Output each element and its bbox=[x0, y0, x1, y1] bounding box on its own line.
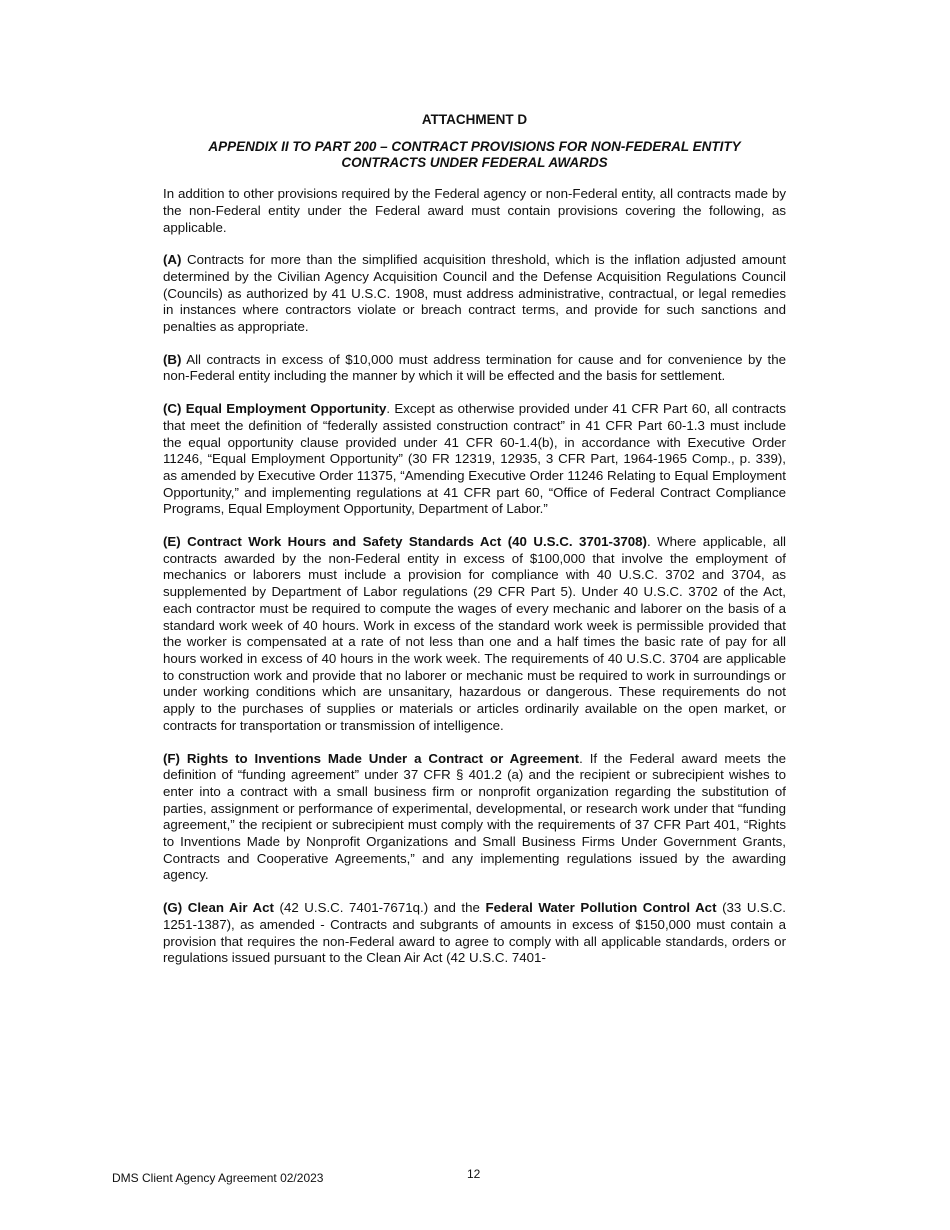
footer-page-number: 12 bbox=[467, 1167, 481, 1181]
section-f-paragraph bbox=[163, 751, 786, 885]
section-g-label: (G) Clean Air Act bbox=[163, 900, 274, 916]
section-g-label2: Federal Water Pollution Control Act bbox=[485, 900, 717, 916]
section-f-label: (F) Rights to Inventions Made Under a Contract or Agreement bbox=[163, 750, 580, 766]
section-g-paragraph bbox=[163, 900, 786, 967]
section-e-text: . Where applicable, all contracts awarded by the non-Federal entity in excess of $100,000 that involve the employment of mechanics or laborers must include a provision for compliance with 40 U.S.C. 3702 and 3704, as supplemented by Department of Labor regulations (29 CFR Part 5). Under 40 U.S.C. 3702 of the Act, each contractor must be required to compute the wages of every mechanic and laborer on the basis of a standard work week of 40 hours. Work in excess of the standard work week is permissible provided that the worker is compensated at a rate of not less than one and a half times the basic rate of pay for all hours worked in excess of 40 hours in the work week. The requirements of 40 U.S.C. 3704 are applicable to construction work and provide that no laborer or mechanic must be required to work in surroundings or under working conditions which are unsanitary, hazardous or dangerous. These requirements do not apply to the purchases of supplies or materials or articles ordinarily available on the open market, or contracts for transportation or transmission of intelligence. bbox=[163, 534, 787, 733]
appendix-title: APPENDIX II TO PART 200 – CONTRACT PROVISIONS FOR NON-FEDERAL ENTITY CONTRACTS UNDER FEDERAL AWARDS bbox=[208, 138, 741, 171]
section-e-label: (E) Contract Work Hours and Safety Standards Act (40 U.S.C. 3701-3708) bbox=[163, 534, 647, 550]
section-c-label: (C) Equal Employment Opportunity bbox=[163, 401, 387, 417]
footer-document-id: DMS Client Agency Agreement 02/2023 bbox=[112, 1171, 324, 1185]
section-f-text: . If the Federal award meets the definition of “funding agreement” under 37 CFR § 401.2 (a) and the recipient or subrecipient wishes to enter into a contract with a small business firm or nonprofit organization regarding the substitution of parties, assignment or performance of experimental, developmental, or research work under that “funding agreement,” the recipient or subrecipient must comply with the requirements of 37 CFR Part 401, “Rights to Inventions Made by Nonprofit Organizations and Small Business Firms Under Government Grants, Contracts and Cooperative Agreements,” and any implementing regulations issued by the awarding agency. bbox=[163, 750, 786, 883]
section-g-text: (33 U.S.C. 1251-1387), as amended - Contracts and subgrants of amounts in excess of $150,000 must contain a provision that requires the non-Federal award to agree to comply with all applicable standards, orders or regulations issued pursuant to the Clean Air Act (42 U.S.C. 7401- bbox=[163, 900, 787, 966]
section-b-text: All contracts in excess of $10,000 must address termination for cause and for convenience by the non-Federal entity including the manner by which it will be effected and the basis for settlement. bbox=[163, 351, 786, 384]
section-c-text: . Except as otherwise provided under 41 CFR Part 60, all contracts that meet the definition of “federally assisted construction contract” in 41 CFR Part 60-1.3 must include the equal opportunity clause provided under 41 CFR 60-1.4(b), in accordance with Executive Order 11246, “Equal Employment Opportunity” (30 FR 12319, 12935, 3 CFR Part, 1964-1965 Comp., p. 339), as amended by Executive Order 11375, “Amending Executive Order 11246 Relating to Equal Employment Opportunity,” and implementing regulations at 41 CFR part 60, “Office of Federal Contract Compliance Programs, Equal Employment Opportunity, Department of Labor.” bbox=[163, 401, 786, 517]
section-b-paragraph bbox=[163, 352, 786, 385]
page-content bbox=[163, 112, 786, 983]
intro-paragraph: In addition to other provisions required by the Federal agency or non-Federal entity, all contracts made by the non-Federal entity under the Federal award must contain provisions covering the following, as applicable. bbox=[163, 186, 786, 235]
attachment-title: ATTACHMENT D bbox=[421, 112, 528, 127]
section-c-paragraph bbox=[163, 401, 786, 518]
section-a-label: (A) bbox=[163, 252, 182, 268]
section-a-text: Contracts for more than the simplified acquisition threshold, which is the inflation adjusted amount determined by the Civilian Agency Acquisition Council and the Defense Acquisition Regulations Council (Councils) as authorized by 41 U.S.C. 1908, must address administrative, contractual, or legal remedies in instances where contractors violate or breach contract terms, and provide for such sanctions and penalties as appropriate. bbox=[163, 252, 786, 335]
section-a-paragraph bbox=[163, 252, 786, 336]
section-g-mid: (42 U.S.C. 7401-7671q.) and the bbox=[273, 900, 486, 916]
section-b-label: (B) bbox=[163, 351, 182, 367]
section-e-paragraph bbox=[163, 534, 786, 734]
